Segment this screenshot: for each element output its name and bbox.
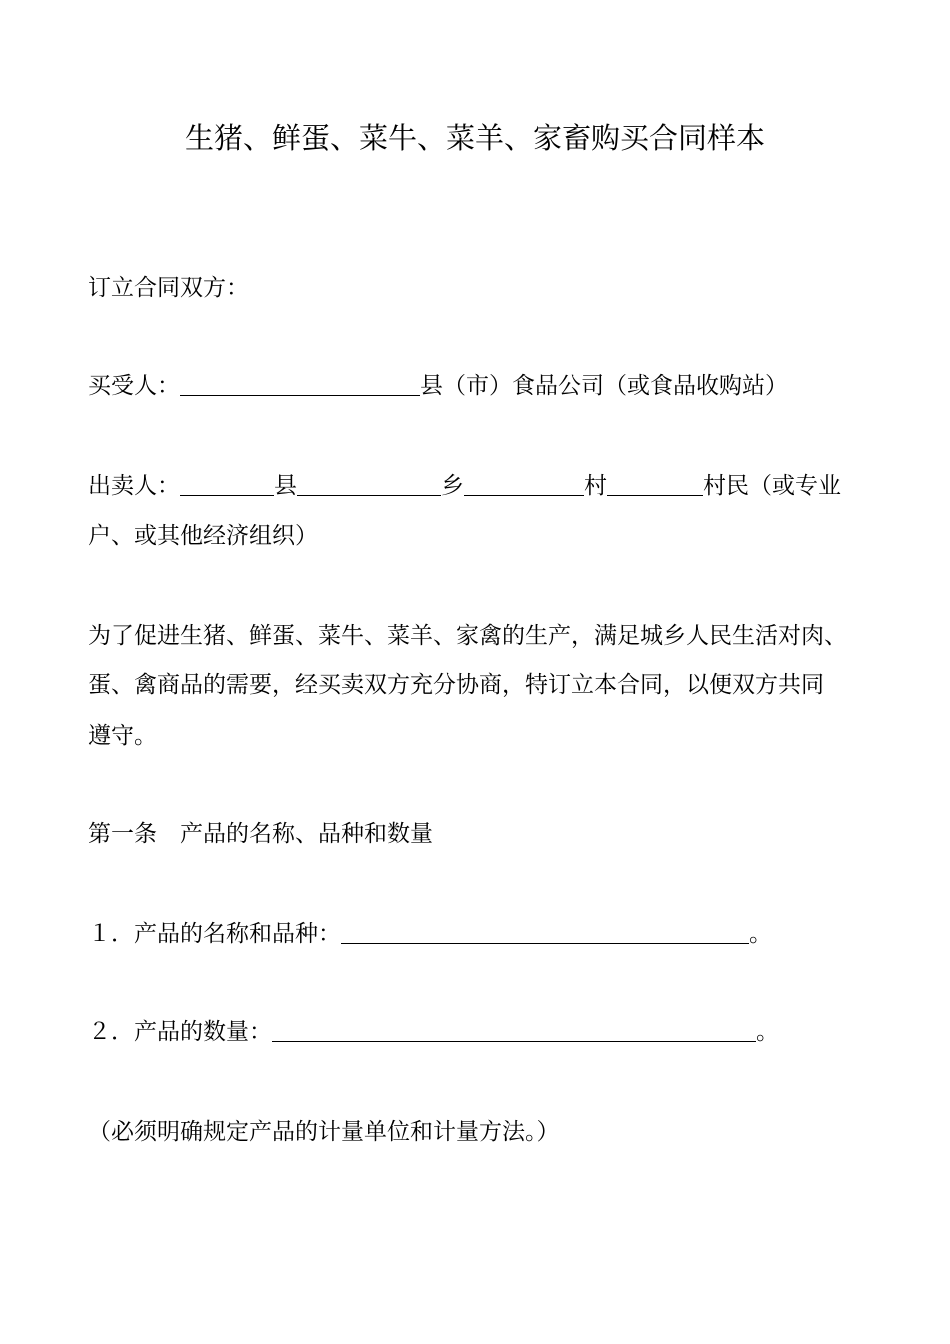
seller-township-label: 乡	[441, 473, 464, 499]
item1-label: １．产品的名称和品种：	[88, 921, 341, 947]
seller-township-blank[interactable]	[297, 475, 441, 496]
preamble-line-2: 蛋、禽商品的需要，经买卖双方充分协商，特订立本合同，以便双方共同	[88, 672, 824, 698]
seller-county-label: 县	[274, 473, 297, 499]
seller-village-blank[interactable]	[464, 475, 584, 496]
seller-village-label: 村	[584, 473, 607, 499]
article1-item2	[88, 1006, 779, 1058]
buyer-name-blank[interactable]	[180, 375, 420, 396]
buyer-label: 买受人：	[88, 373, 180, 399]
document-title: 生猪、鲜蛋、菜牛、菜羊、家畜购买合同样本	[184, 121, 765, 155]
item1-end: 。	[749, 921, 772, 947]
product-quantity-blank[interactable]	[272, 1021, 756, 1042]
item2-end: 。	[756, 1019, 779, 1045]
article1-item1	[88, 908, 772, 960]
article1-note: （必须明确规定产品的计量单位和计量方法。）	[88, 1119, 560, 1145]
seller-villager-label: 村民（或专业	[703, 473, 841, 499]
buyer-suffix: 县（市）食品公司（或食品收购站）	[420, 373, 788, 399]
product-name-blank[interactable]	[341, 923, 749, 944]
article1-heading: 第一条 产品的名称、品种和数量	[88, 821, 433, 847]
seller-line-2: 户、或其他经济组织）	[88, 523, 318, 549]
parties-heading: 订立合同双方：	[88, 275, 249, 301]
buyer-line	[88, 360, 788, 412]
preamble-line-3: 遵守。	[88, 723, 157, 749]
preamble-line-1: 为了促进生猪、鲜蛋、菜牛、菜羊、家禽的生产，满足城乡人民生活对肉、	[88, 623, 847, 649]
seller-villager-blank[interactable]	[607, 475, 703, 496]
seller-label: 出卖人：	[88, 473, 180, 499]
item2-label: ２．产品的数量：	[88, 1019, 272, 1045]
seller-county-blank[interactable]	[180, 475, 274, 496]
seller-line	[88, 460, 841, 512]
